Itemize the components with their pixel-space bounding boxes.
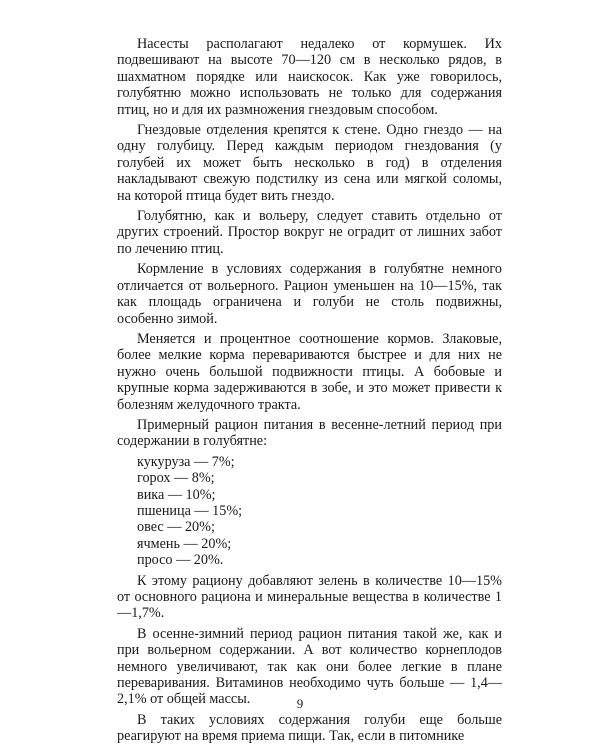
page-number: 9 [296, 696, 304, 711]
paragraph-perches: Насесты располагают недалеко от кормушек. Их подвешивают на высоте 70—120 см в несколько рядов, в шахматном порядке или наискосок. Как уже говорилось, голубятню можно использовать не только для содержания птиц, но и для их размножения гнездовым способом. [117, 36, 502, 118]
paragraph-nesting-compartments: Гнездовые отделения крепятся к стене. Одно гнездо — на одну голубицу. Перед каждым периодом гнездования (у голубей их может быть несколько в год) в отделения накладывают свежую подстилку из сена или мягкой соломы, на которой птица будет вить гнездо. [117, 122, 502, 204]
list-item: кукуруза — 7%; [137, 453, 235, 470]
page-body [117, 36, 502, 749]
paragraph-feeding: Кормление в условиях содержания в голубятне немного отличается от вольерного. Рацион уменьшен на 10—15%, так как площадь ограничена и голуби не столь подвижны, особенно зимой. [117, 261, 502, 327]
paragraph-ration-intro: Примерный рацион питания в весенне-летний период при содержании в голубятне: [117, 416, 502, 450]
list-item: овес — 20%; [137, 519, 215, 536]
ration-list [117, 454, 502, 569]
list-item: ячмень — 20%; [137, 535, 232, 552]
paragraph-feed-ratio: Меняется и процентное соотношение кормов. Злаковые, более мелкие корма перевариваются быстрее и для них не нужно очень большой подвижности птицы. А бобовые и крупные корма задерживаются в зобе, и это может привести к болезням желудочного тракта. [117, 330, 502, 413]
paragraph-autumn-winter: В осенне-зимний период рацион питания такой же, как и при вольерном содержании. А вот количество корнеплодов немного увеличивают, так как они более легкие в плане переваривания. Витаминов необходимо чуть больше — 1,4—2,1% от общей массы. [117, 625, 502, 708]
list-item: вика — 10%; [137, 486, 216, 503]
paragraph-dovecote-placement: Голубятню, как и вольеру, следует ставить отдельно от других строений. Простор вокруг не оградит от лишних забот по лечению птиц. [117, 208, 502, 257]
list-item: горох — 8%; [137, 470, 215, 487]
paragraph-greens-minerals: К этому рациону добавляют зелень в количестве 10—15% от основного рациона и минеральные вещества в количестве 1—1,7%. [117, 572, 502, 622]
list-item: просо — 20%. [137, 552, 224, 569]
list-item: пшеница — 15%; [137, 502, 243, 519]
paragraph-feeding-time: В таких условиях содержания голуби еще больше реагируют на время приема пищи. Так, если в питомнике [117, 711, 502, 745]
